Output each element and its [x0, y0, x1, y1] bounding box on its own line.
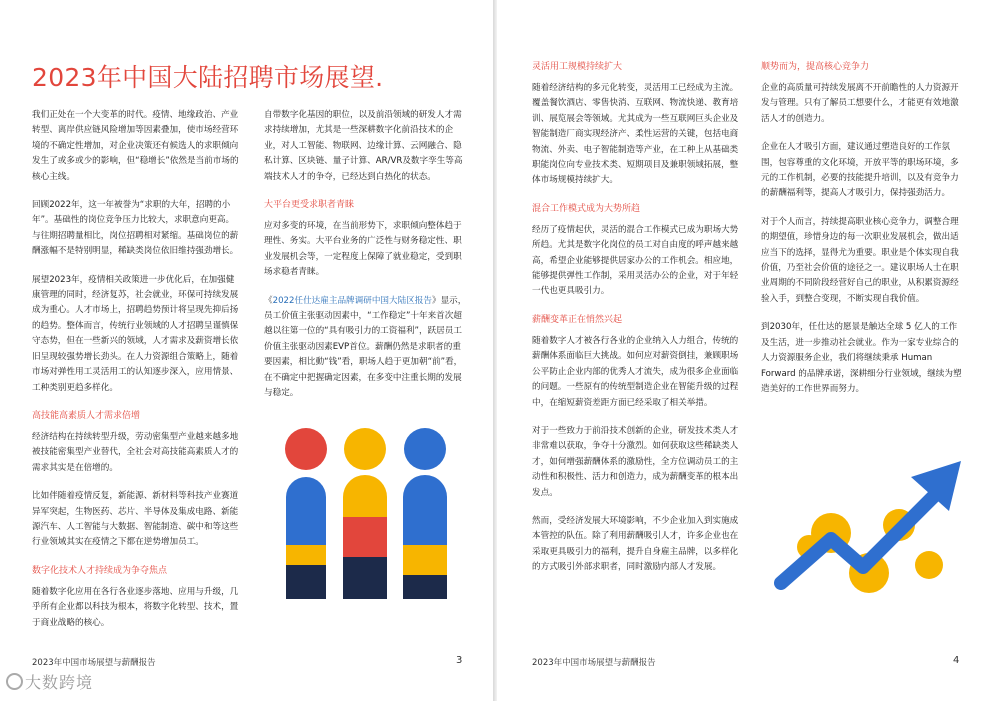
- page-number: 3: [456, 655, 463, 666]
- paragraph: 对于一些致力于前沿技术创新的企业，研发技术类人才非常难以获取，争夺十分激烈。如何获取这些稀缺类人才，如何增强薪酬体系的激励性，全方位调动员工的主动性和积极性、活力和创造力，成为薪酬变革的根本出发点。: [532, 425, 739, 498]
- report-link[interactable]: 2022任仕达雇主品牌调研中国大陆区报告: [272, 295, 432, 306]
- paragraph: 对于个人而言，持续提高职业核心竞争力，调整合理的期望值，珍惜身边的每一次职业发展机会，做出适应当下的选择，显得尤为重要。职业是个体实现自我价值，乃至社会价值的途径之一。建议职场人士在职业周期的不同阶段经营好自己的职业，从积累资源经验入手，到整合变现，不断实现自我价值。: [761, 216, 959, 304]
- paragraph: 自带数字化基因的职位，以及前沿领域的研发人才需求持续增加，尤其是一些深耕数字化前沿技术的企业，对人工智能、物联网、边缘计算、云网融合、隐私计算、区块链、量子计算、AR/VR及数字孪生等高端技术人才的争夺，已经达到白热化的状态。: [264, 110, 463, 182]
- right-column-1: [532, 60, 742, 589]
- paragraph: 我们正处在一个大变革的时代。疫情、地缘政治、产业转型、离岸供应链风险增加等因素叠加，使市场经营环境的不确定性增加，对企业决策还有候选人的求职倾向发生了或多或少的影响，但“稳增长”依然是当前市场的核心主线。: [32, 110, 239, 182]
- page-4: [497, 0, 995, 701]
- yellow-figure-head: [344, 428, 386, 470]
- growth-arrow-illustration: [769, 455, 969, 595]
- left-column-2: [264, 108, 467, 415]
- paragraph: 展望2023年，疫情相关政策进一步优化后，在加强健康管理的同时，经济复苏，社会就业，环保可持续发展成为重心。人才市场上，招聘趋势预计将呈现先抑后扬的趋势。整体而言，传统行业领域的人才招聘呈谨慎保守态势，但在一些新兴的领域，人才需求及薪资增长依旧呈现较强势增长劲头。在人力资源组合策略上，随着市场对弹性用工灵活用工的认知逐步深入，应用情景、工种类别更趋多样化。: [32, 274, 239, 393]
- navy-figure-legs: [343, 557, 387, 599]
- section-heading: 混合工作模式成为大势所趋: [532, 203, 641, 214]
- yellow-figure-body: [286, 545, 326, 565]
- section-heading: 顺势而为，提高核心竞争力: [761, 62, 870, 72]
- left-column-1: [32, 108, 240, 644]
- paragraph-text: 》显示，员工价值主张驱动因素中，“工作稳定”十年来首次超越以往第一位的“具有吸引力的工资福利”，跃居员工价值主张驱动因素EVP首位。薪酬仍然是求职者的重要因素，相比動“钱”看，职场人趋于更加朝“前”看，在不确定中把握确定因素，在多变中注重长期的发展与稳定。: [264, 295, 467, 399]
- section-heading: 薪酬变革正在悄然兴起: [532, 314, 623, 325]
- quote-open: 《: [264, 295, 273, 306]
- page-footer: 2023年中国市场展望与薪酬报告: [32, 658, 156, 668]
- yellow-figure-torso: [343, 475, 387, 517]
- watermark: 大数跨境: [6, 670, 93, 693]
- paragraph: 随着经济结构的多元化转变，灵活用工已经成为主流。覆盖餐饮酒店、零售快消、互联网、物流快递、教育培训、展览展会等领域。尤其成为一些互联网巨头企业及智能制造厂商实现经济产、柔性运营的关键，包括电商物流、外卖、电子智能制造等产业，在工种上从基础类职能岗位向专业技术类、短期项目及兼职领域拓展，整体市场规模持续扩大。: [532, 83, 739, 186]
- paragraph: 企业的高质量可持续发展离不开前瞻性的人力资源开发与管理。只有了解员工想要什么，才能更有效地激活人才的创造力。: [761, 83, 959, 124]
- red-figure-torso: [343, 517, 387, 557]
- section-heading: 大平台更受求职者青睐: [264, 200, 355, 211]
- paragraph: 随着数字人才被各行各业的企业纳入人力组合，传统的薪酬体系面临巨大挑战。如何应对薪资倒挂，兼顾职场公平防止企业内部的优秀人才流失，成为很多企业面临的问题。一些原有的传统型制造企业在智能升级的过程中，在缩短薪资差距方面已经采取了相关举措。: [532, 335, 739, 408]
- page-title: 2023年中国大陆招聘市场展望.: [32, 63, 384, 92]
- page-number: 4: [953, 655, 960, 666]
- section-heading: 灵活用工规模持续扩大: [532, 62, 623, 72]
- paragraph: 随着数字化应用在各行各业逐步落地、应用与升级，几乎所有企业都以科技为根本，将数字化转型、技术，置于商业战略的核心。: [32, 586, 239, 628]
- paragraph: 经历了疫情起伏，灵活的混合工作模式已成为职场大势所趋。尤其是数字化岗位的员工对自由度的呼声越来越高，希望企业能够提供居家办公的工作机会。相应地，能够提供弹性工作制，采用灵活办公的企业，对于年轻一代也更具吸引力。: [532, 224, 739, 297]
- page-footer: 2023年中国市场展望与薪酬报告: [532, 658, 656, 668]
- paragraph: 然而，受经济发展大环境影响，不少企业加入到实施成本管控的队伍。除了利用薪酬吸引人才，许多企业也在采取更具吸引力的福利，提升自身雇主品牌，以多样化的方式吸引外部求职者，同时激励内部人才发展。: [532, 515, 739, 573]
- watermark-logo-icon: [6, 673, 23, 690]
- blue-figure-head: [404, 428, 446, 470]
- navy-figure-base: [286, 565, 326, 599]
- right-column-2: [761, 60, 965, 410]
- paragraph: 经济结构在持续转型升级，劳动密集型产业越来越多地被技能密集型产业替代，全社会对高技能高素质人才的需求其实是在倍增的。: [32, 431, 239, 473]
- people-illustration: [284, 427, 464, 599]
- section-heading: 数字化技术人才持续成为争夺焦点: [32, 565, 168, 576]
- section-heading: 高技能高素质人才需求倍增: [32, 410, 141, 421]
- red-figure-head: [285, 428, 327, 470]
- paragraph: 回顾2022年，这一年被誉为“求职的大年，招聘的小年”。基础性的岗位竞争压力比较大，求职意向更高。与往期招聘量相比，岗位招聘相对紧缩。基础岗位的薪酬涨幅不是特别明显，稀缺类岗位依旧维持强劲增长。: [32, 200, 239, 257]
- yellow-coin-icon: [915, 551, 943, 579]
- paragraph: 比如伴随着疫情反复，新能源、新材料等科技产业赛道异军突起，生物医药、芯片、半导体及集成电路、新能源汽车、人工智能与大数据、智能制造、碳中和等这些行业领域其实在疫情之下都在逆势增加员工。: [32, 491, 239, 548]
- paragraph: [264, 294, 467, 402]
- paragraph: 应对多变的环境，在当前形势下，求职倾向整体趋于理性、务实。大平台业务的广泛性与财务稳定性、职业发展机会等，一定程度上保障了就业稳定，受到职场求稳者青睐。: [264, 221, 462, 278]
- page-3: [0, 0, 493, 701]
- navy-figure-feet: [403, 575, 447, 599]
- paragraph: 到2030年，任仕达的愿景是触达全球 5 亿人的工作及生活，进一步推动社会就业。作为一家专业综合的人力资源服务企业，我们将继续秉承 Human Forward 的品牌承诺，深耕细分行业领域，继续为塑造美好的工作世界而努力。: [761, 322, 962, 394]
- yellow-figure-band: [403, 545, 447, 575]
- paragraph: 企业在人才吸引方面，建议通过塑造良好的工作氛围，包容尊重的文化环境，开放平等的职场环境，多元的工作机制，必要的技能提升培训，以及有竞争力的薪酬福利等，提高人才吸引力，保持强劲活力。: [761, 142, 959, 199]
